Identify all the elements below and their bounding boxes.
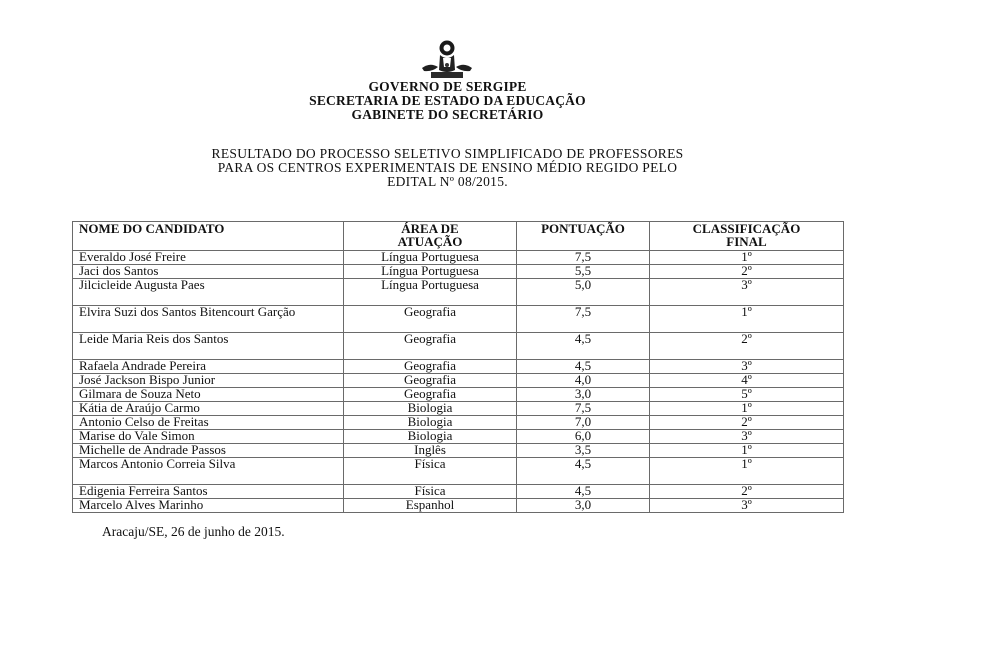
candidate-name-cell: Marise do Vale Simon	[73, 430, 344, 444]
score-cell: 5,5	[517, 265, 650, 279]
header-area: ÁREA DE ATUAÇÃO	[344, 222, 517, 251]
score-cell: 4,0	[517, 374, 650, 388]
results-table-body	[73, 251, 844, 513]
area-cell: Espanhol	[344, 499, 517, 513]
classification-cell: 4º	[650, 374, 844, 388]
candidate-name-cell: Marcelo Alves Marinho	[73, 499, 344, 513]
classification-cell: 1º	[650, 444, 844, 458]
classification-cell: 1º	[650, 458, 844, 485]
area-cell: Biologia	[344, 430, 517, 444]
candidate-name-cell: Jaci dos Santos	[73, 265, 344, 279]
area-cell: Geografia	[344, 374, 517, 388]
classification-cell: 2º	[650, 416, 844, 430]
document-header	[0, 80, 895, 122]
classification-cell: 3º	[650, 499, 844, 513]
results-table	[72, 221, 844, 513]
score-cell: 7,5	[517, 306, 650, 333]
candidate-name-cell: Gilmara de Souza Neto	[73, 388, 344, 402]
candidate-name-cell: Elvira Suzi dos Santos Bitencourt Garção	[73, 306, 344, 333]
score-cell: 4,5	[517, 333, 650, 360]
government-title: GOVERNO DE SERGIPE	[368, 79, 527, 94]
area-cell: Geografia	[344, 360, 517, 374]
candidate-name-cell: Everaldo José Freire	[73, 251, 344, 265]
area-cell: Língua Portuguesa	[344, 265, 517, 279]
secretariat-title: SECRETARIA DE ESTADO DA EDUCAÇÃO	[309, 93, 586, 108]
area-cell: Física	[344, 485, 517, 499]
cabinet-title: GABINETE DO SECRETÁRIO	[351, 107, 544, 122]
state-coat-of-arms-icon	[418, 38, 476, 82]
score-cell: 6,0	[517, 430, 650, 444]
table-row	[73, 306, 844, 333]
classification-cell: 5º	[650, 388, 844, 402]
area-cell: Física	[344, 458, 517, 485]
subtitle-line-1: RESULTADO DO PROCESSO SELETIVO SIMPLIFICADO DE PROFESSORES	[211, 146, 684, 161]
place-date: Aracaju/SE, 26 de junho de 2015.	[102, 524, 285, 539]
classification-cell: 3º	[650, 279, 844, 306]
area-cell: Geografia	[344, 333, 517, 360]
score-cell: 3,0	[517, 388, 650, 402]
score-cell: 4,5	[517, 485, 650, 499]
classification-cell: 2º	[650, 485, 844, 499]
classification-cell: 2º	[650, 265, 844, 279]
header-score: PONTUAÇÃO	[517, 222, 650, 251]
table-row	[73, 458, 844, 485]
candidate-name-cell: Leide Maria Reis dos Santos	[73, 333, 344, 360]
candidate-name-cell: Marcos Antonio Correia Silva	[73, 458, 344, 485]
score-cell: 3,0	[517, 499, 650, 513]
table-row	[73, 333, 844, 360]
subtitle-line-2: PARA OS CENTROS EXPERIMENTAIS DE ENSINO MÉDIO REGIDO PELO	[217, 160, 678, 175]
candidate-name-cell: José Jackson Bispo Junior	[73, 374, 344, 388]
table-row	[73, 279, 844, 306]
candidate-name-cell: Kátia de Araújo Carmo	[73, 402, 344, 416]
candidate-name-cell: Edigenia Ferreira Santos	[73, 485, 344, 499]
classification-cell: 1º	[650, 306, 844, 333]
candidate-name-cell: Antonio Celso de Freitas	[73, 416, 344, 430]
header-classification: CLASSIFICAÇÃO FINAL	[650, 222, 844, 251]
score-cell: 7,0	[517, 416, 650, 430]
area-cell: Língua Portuguesa	[344, 251, 517, 265]
classification-cell: 3º	[650, 430, 844, 444]
area-cell: Geografia	[344, 306, 517, 333]
score-cell: 4,5	[517, 360, 650, 374]
table-row	[73, 499, 844, 513]
classification-cell: 3º	[650, 360, 844, 374]
candidate-name-cell: Jilcicleide Augusta Paes	[73, 279, 344, 306]
header-candidate-name: NOME DO CANDIDATO	[73, 222, 344, 251]
classification-cell: 1º	[650, 251, 844, 265]
candidate-name-cell: Michelle de Andrade Passos	[73, 444, 344, 458]
score-cell: 7,5	[517, 402, 650, 416]
document-subtitle	[90, 147, 805, 189]
table-header-row	[73, 222, 844, 251]
area-cell: Biologia	[344, 416, 517, 430]
area-cell: Geografia	[344, 388, 517, 402]
area-cell: Biologia	[344, 402, 517, 416]
classification-cell: 2º	[650, 333, 844, 360]
subtitle-line-3: EDITAL Nº 08/2015.	[387, 174, 508, 189]
score-cell: 3,5	[517, 444, 650, 458]
score-cell: 7,5	[517, 251, 650, 265]
area-cell: Língua Portuguesa	[344, 279, 517, 306]
classification-cell: 1º	[650, 402, 844, 416]
score-cell: 4,5	[517, 458, 650, 485]
score-cell: 5,0	[517, 279, 650, 306]
area-cell: Inglês	[344, 444, 517, 458]
candidate-name-cell: Rafaela Andrade Pereira	[73, 360, 344, 374]
